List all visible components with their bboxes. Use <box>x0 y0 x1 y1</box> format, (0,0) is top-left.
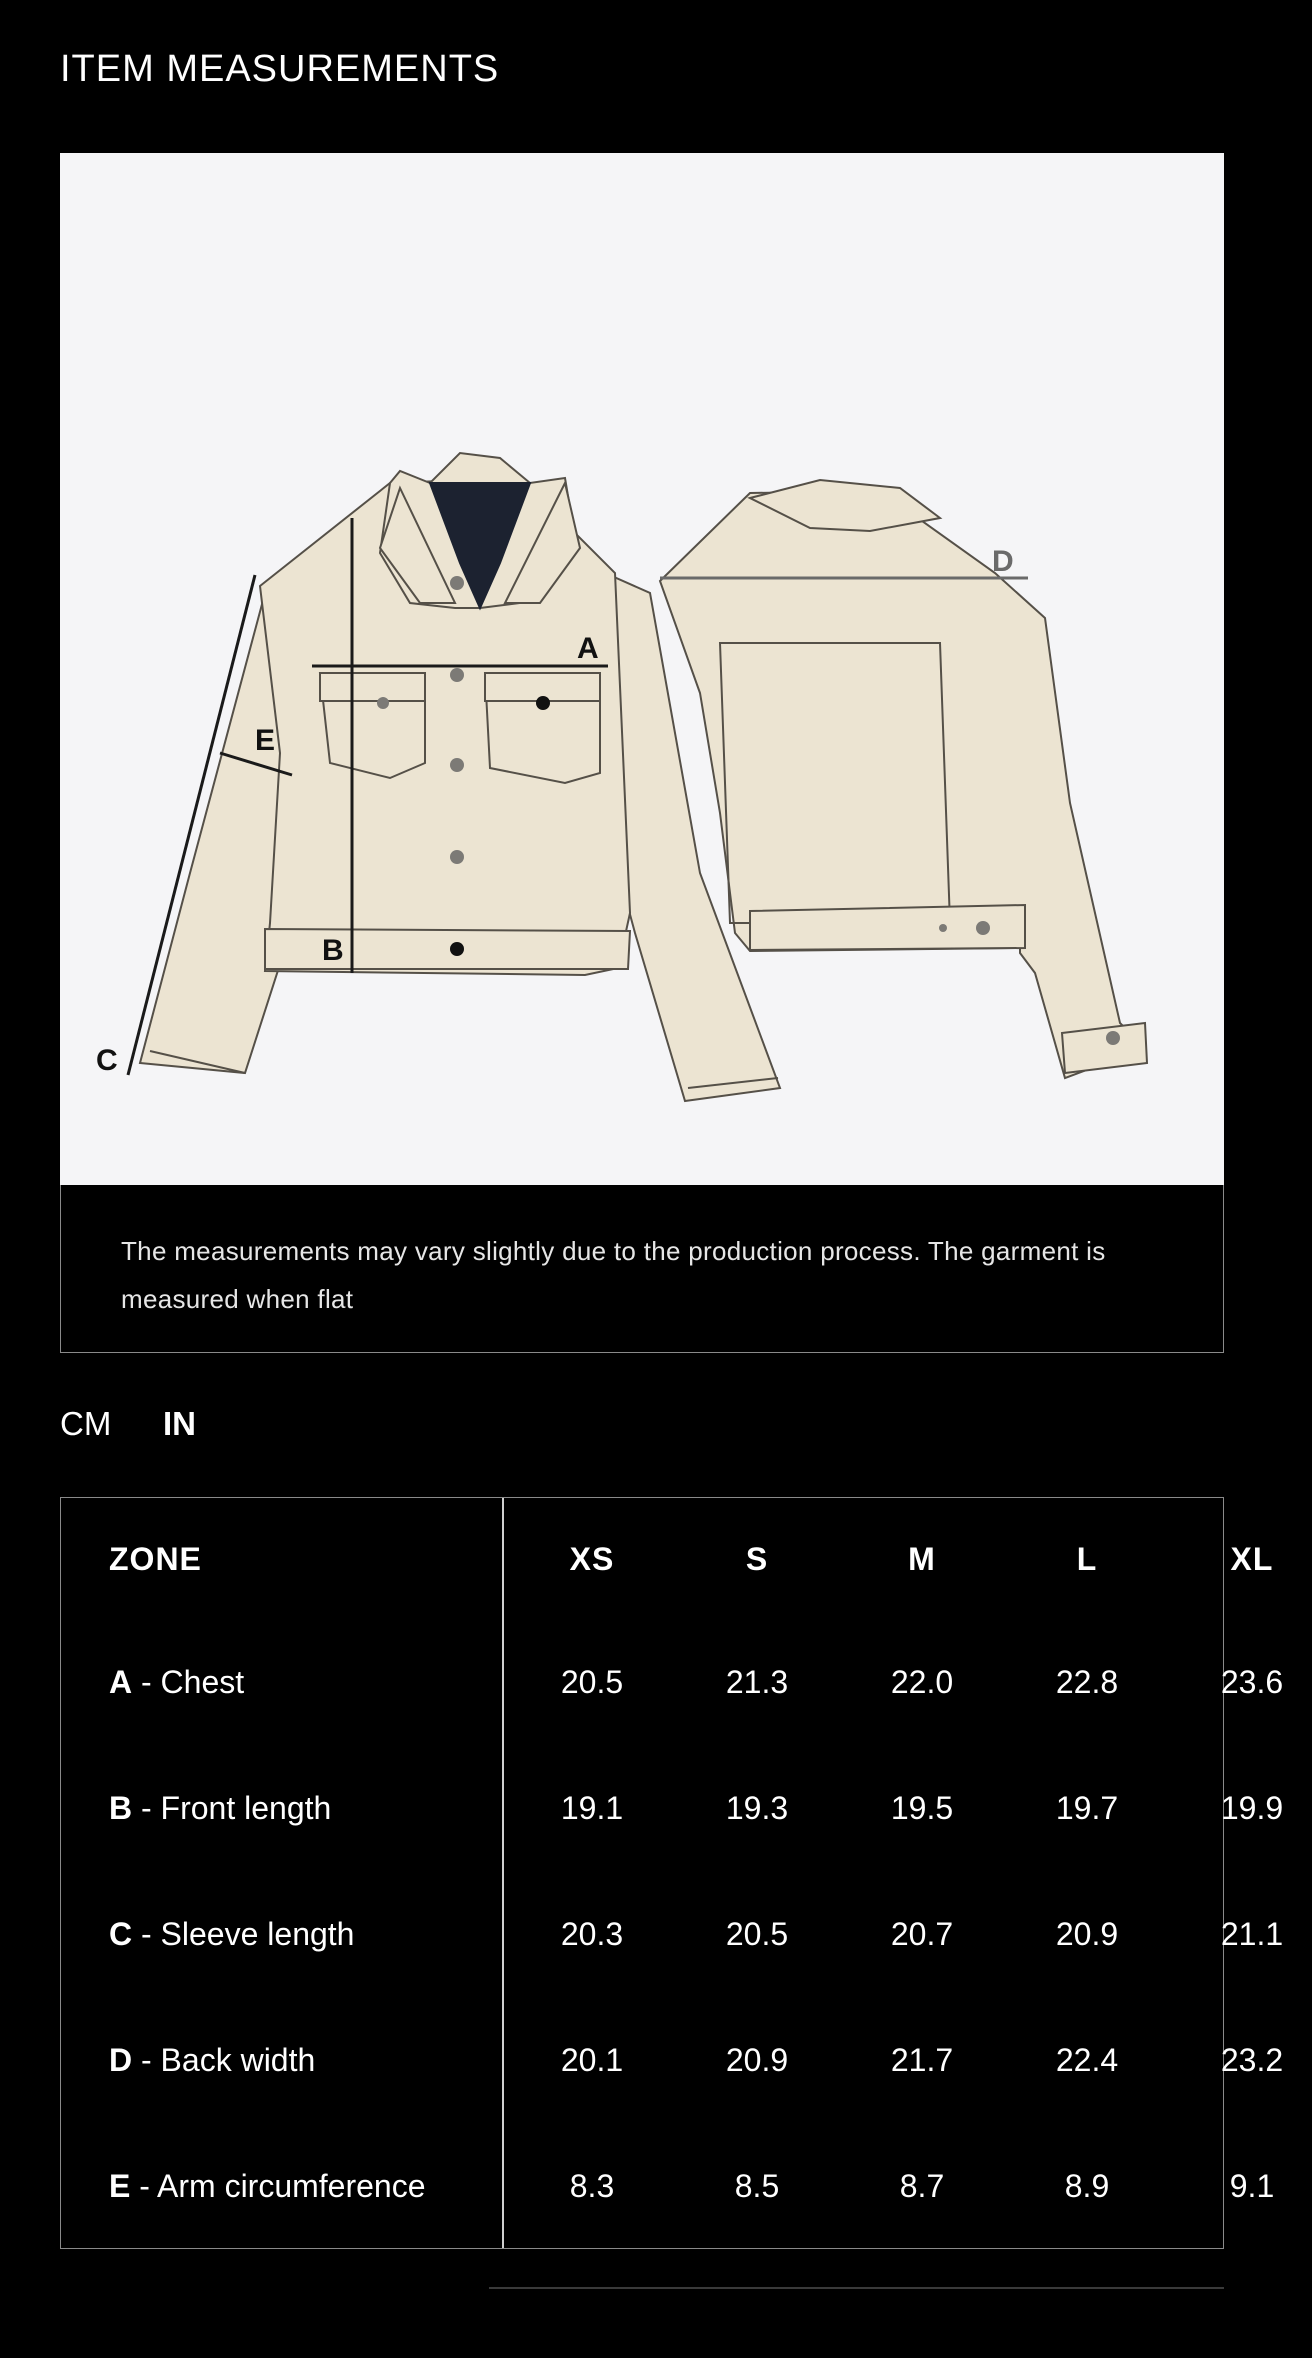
table-cell: 20.5 <box>725 1916 789 1952</box>
size-header-xl: XL <box>1230 1541 1274 1577</box>
measurements-table <box>60 1497 1284 2249</box>
zone-row-c <box>109 1912 354 1956</box>
page-title: ITEM MEASUREMENTS <box>60 48 500 90</box>
size-header-l: L <box>1076 1541 1098 1577</box>
zone-row-d <box>109 2038 315 2082</box>
unit-cm-button[interactable]: CM <box>60 1405 112 1442</box>
table-cell: 20.9 <box>1055 1916 1119 1952</box>
table-cell: 20.3 <box>560 1916 624 1952</box>
label-e: E <box>255 724 276 757</box>
zone-letter: D <box>109 2042 133 2078</box>
table-cell: 8.9 <box>1064 2168 1110 2204</box>
table-cell: 19.9 <box>1220 1790 1284 1826</box>
zone-name: - Arm circumference <box>130 2168 426 2204</box>
table-cell: 19.7 <box>1055 1790 1119 1826</box>
zone-name: - Sleeve length <box>132 1916 355 1952</box>
size-header-xs: XS <box>569 1541 615 1577</box>
zone-name: - Front length <box>132 1790 332 1826</box>
table-cell: 21.7 <box>890 2042 954 2078</box>
jacket-diagram <box>60 153 1224 1185</box>
size-header-m: M <box>908 1541 936 1577</box>
zone-row-a <box>109 1660 244 1704</box>
table-cell: 20.9 <box>725 2042 789 2078</box>
table-cell: 23.6 <box>1220 1664 1284 1700</box>
zone-row-e <box>109 2164 426 2208</box>
measurement-note: The measurements may vary slightly due to the production process. The garment is measured when flat <box>121 1236 1106 1314</box>
table-cell: 22.8 <box>1055 1664 1119 1700</box>
table-cell: 8.5 <box>734 2168 780 2204</box>
zone-row-b <box>109 1786 331 1830</box>
size-header-s: S <box>745 1541 769 1577</box>
label-b: B <box>322 934 344 967</box>
table-cell: 19.1 <box>560 1790 624 1826</box>
sizes-scroll-area[interactable] <box>504 1498 1284 2248</box>
zone-letter: C <box>109 1916 133 1952</box>
zone-letter: E <box>109 2168 131 2204</box>
zone-header: ZONE <box>109 1541 202 1577</box>
table-cell: 19.5 <box>890 1790 954 1826</box>
table-cell: 9.1 <box>1229 2168 1275 2204</box>
table-cell: 20.1 <box>560 2042 624 2078</box>
table-cell: 20.7 <box>890 1916 954 1952</box>
zone-letter: A <box>109 1664 133 1700</box>
zone-letter: B <box>109 1790 133 1826</box>
zone-name: - Back width <box>132 2042 316 2078</box>
label-c: C <box>96 1044 118 1077</box>
table-cell: 20.5 <box>560 1664 624 1700</box>
bottom-divider <box>489 2287 1224 2289</box>
table-cell: 8.3 <box>569 2168 615 2204</box>
table-cell: 21.1 <box>1220 1916 1284 1952</box>
table-cell: 8.7 <box>899 2168 945 2204</box>
table-cell: 22.0 <box>890 1664 954 1700</box>
zone-name: - Chest <box>132 1664 245 1700</box>
table-cell: 22.4 <box>1055 2042 1119 2078</box>
table-cell: 19.3 <box>725 1790 789 1826</box>
label-a: A <box>577 632 599 665</box>
table-cell: 21.3 <box>725 1664 789 1700</box>
label-d: D <box>992 545 1014 578</box>
table-cell: 23.2 <box>1220 2042 1284 2078</box>
jacket-diagram-image <box>60 153 1224 1185</box>
measurement-note-box <box>60 1185 1224 1353</box>
zone-column <box>61 1498 504 2248</box>
unit-in-button[interactable]: IN <box>163 1405 196 1442</box>
